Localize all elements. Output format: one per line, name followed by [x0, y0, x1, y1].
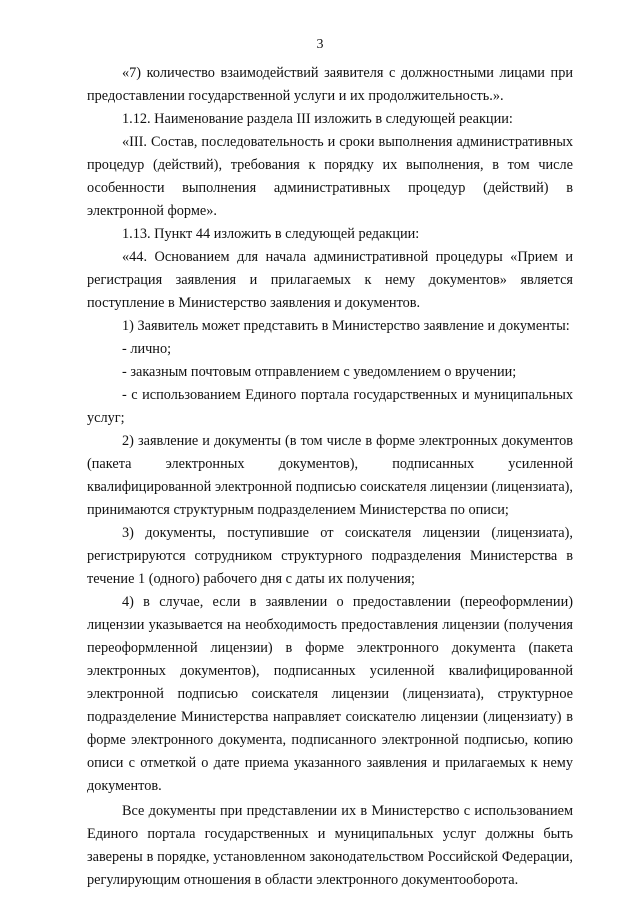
paragraph: - заказным почтовым отправлением с уведомлением о вручении;: [122, 364, 517, 380]
paragraph: 1) Заявитель может представить в Министерство заявление и документы:: [122, 318, 570, 334]
paragraph: 1.13. Пункт 44 изложить в следующей редакции:: [122, 226, 420, 242]
paragraph: - лично;: [122, 341, 172, 357]
paragraph: 3) документы, поступившие от соискателя лицензии (лицензиата), регистрируются сотрудником структурного подразделения Министерства в течение 1 (одного) рабочего дня с даты их получения;: [87, 525, 573, 587]
paragraph: «44. Основанием для начала административной процедуры «Прием и регистрация заявления и прилагаемых к нему документов» является поступление в Министерство заявления и документов.: [87, 249, 573, 311]
paragraph: 1.12. Наименование раздела III изложить в следующей реакции:: [122, 111, 513, 127]
paragraph: «7) количество взаимодействий заявителя с должностными лицами при предоставлении государственной услуги и их продолжительность.».: [87, 65, 573, 104]
paragraph: Все документы при представлении их в Министерство с использованием Единого портала государственных и муниципальных услуг должны быть заверены в порядке, установленном законодательством Российской Федерации, регулирующим отношения в области электронного документооборота.: [87, 803, 573, 888]
paragraph: - с использованием Единого портала государственных и муниципальных услуг;: [87, 387, 573, 426]
document-body: [87, 62, 573, 892]
paragraph: 4) в случае, если в заявлении о предоставлении (переоформлении) лицензии указывается на необходимость предоставления лицензии (получения переоформленной лицензии) в форме электронного документа (пакета электронных документов), подписанных усиленной квалифицированной электронной подписью соискателя лицензии (лицензиата), структурное подразделение Министерства направляет соискателю лицензии (лицензиату) в форме электронного документа, подписанного электронной подписью, копию описи с отметкой о дате приема указанного заявления и прилагаемых к нему документов.: [87, 594, 573, 794]
paragraph: «III. Состав, последовательность и сроки выполнения административных процедур (действий), требования к порядку их выполнения, в том числе особенности выполнения административных процедур (действий) в электронной форме».: [87, 134, 573, 219]
paragraph: 2) заявление и документы (в том числе в форме электронных документов (пакета электронных документов), подписанных усиленной квалифицированной электронной подписью соискателя лицензии (лицензиата), принимаются структурным подразделением Министерства по описи;: [87, 433, 573, 518]
page-number: 3: [316, 37, 324, 52]
